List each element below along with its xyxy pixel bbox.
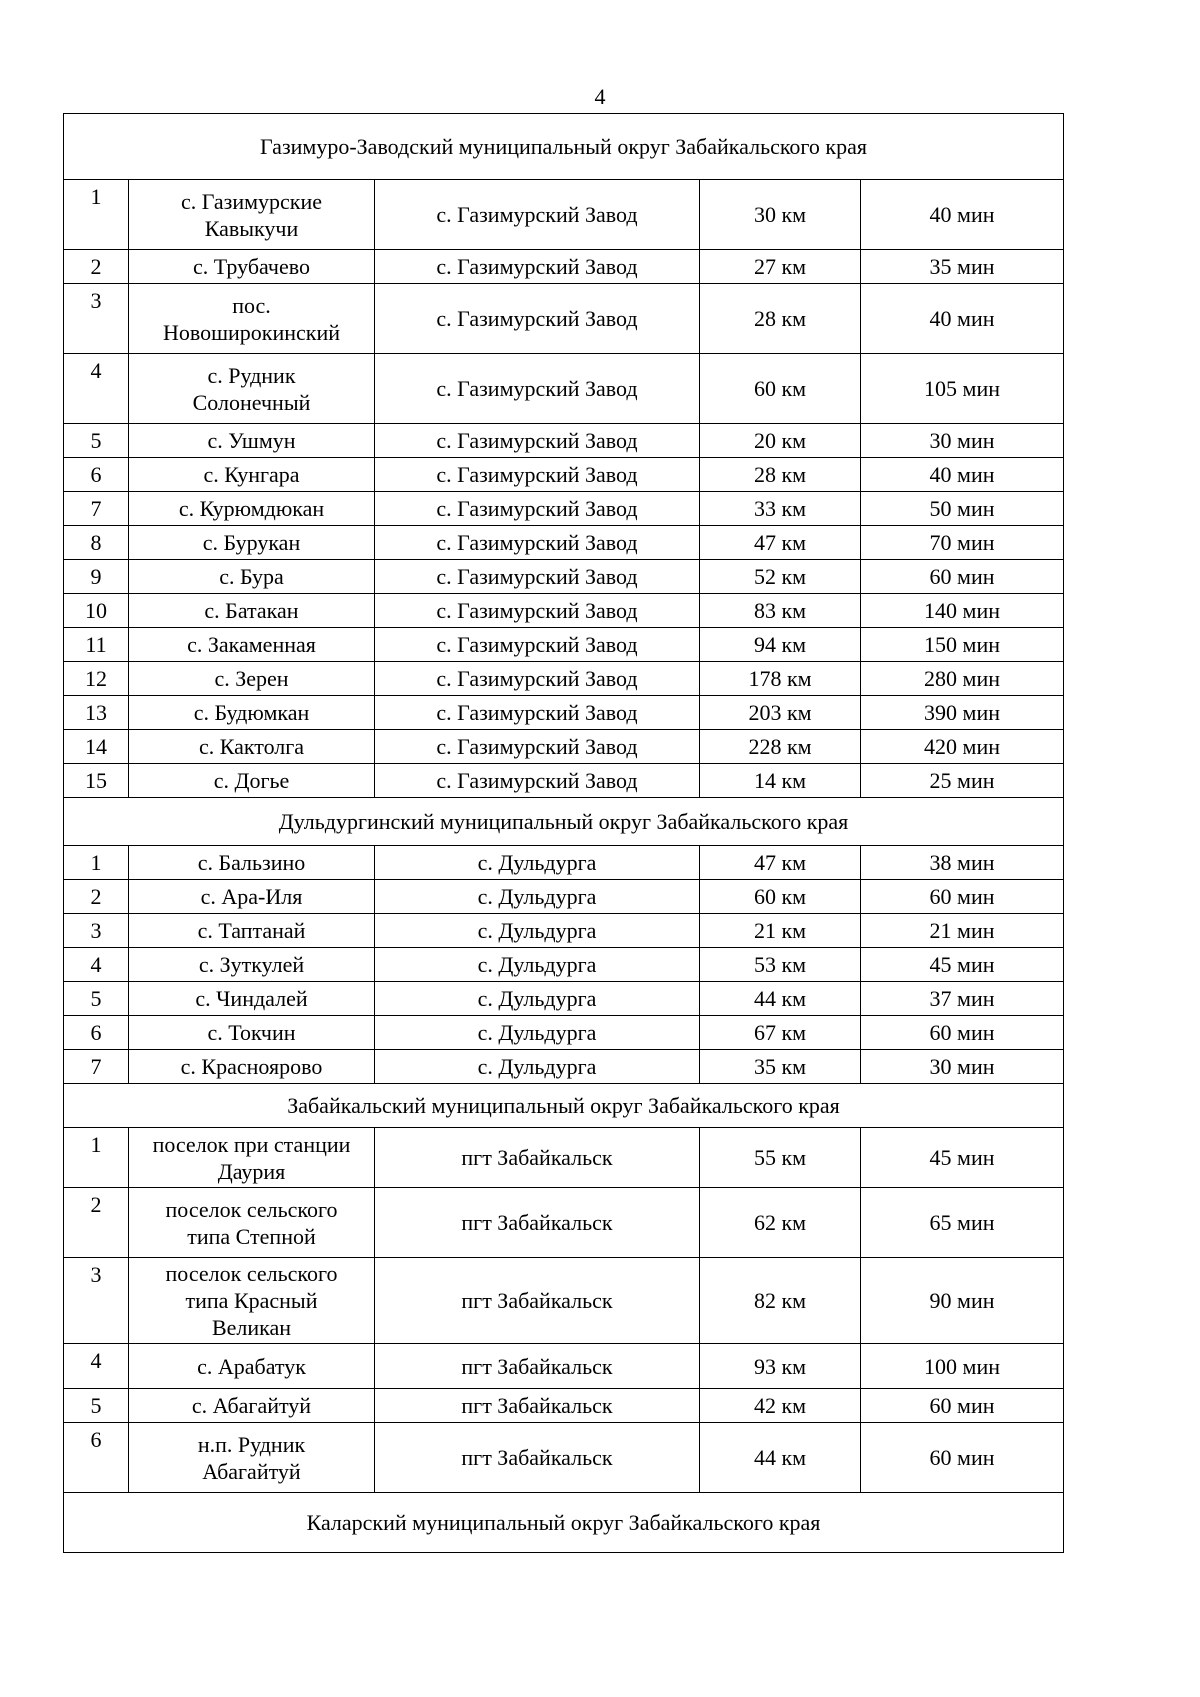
row-number: 5 xyxy=(64,982,129,1016)
travel-time-value: 140 мин xyxy=(861,594,1064,628)
table-row xyxy=(64,526,1064,560)
table-row xyxy=(64,250,1064,284)
row-number: 3 xyxy=(64,284,129,354)
travel-time-value: 105 мин xyxy=(861,354,1064,424)
row-number: 12 xyxy=(64,662,129,696)
distance-value: 20 км xyxy=(700,424,861,458)
table-row xyxy=(64,1016,1064,1050)
settlement-name: поселок сельского типа Красный Великан xyxy=(129,1258,375,1344)
row-number: 11 xyxy=(64,628,129,662)
row-number: 1 xyxy=(64,846,129,880)
row-number: 2 xyxy=(64,1188,129,1258)
row-number: 5 xyxy=(64,1389,129,1423)
table-row xyxy=(64,1128,1064,1188)
travel-time-value: 45 мин xyxy=(861,948,1064,982)
row-number: 1 xyxy=(64,180,129,250)
travel-time-value: 420 мин xyxy=(861,730,1064,764)
table-row xyxy=(64,492,1064,526)
distance-value: 60 км xyxy=(700,880,861,914)
settlement-name: с. Газимурские Кавыкучи xyxy=(129,180,375,250)
table-row xyxy=(64,662,1064,696)
destination-name: с. Дульдурга xyxy=(375,846,700,880)
distance-value: 93 км xyxy=(700,1344,861,1389)
distance-table xyxy=(63,113,1064,1553)
distance-value: 47 км xyxy=(700,846,861,880)
distance-value: 60 км xyxy=(700,354,861,424)
row-number: 6 xyxy=(64,1423,129,1493)
travel-time-value: 37 мин xyxy=(861,982,1064,1016)
row-number: 2 xyxy=(64,250,129,284)
travel-time-value: 60 мин xyxy=(861,560,1064,594)
table-row xyxy=(64,948,1064,982)
destination-name: пгт Забайкальск xyxy=(375,1258,700,1344)
row-number: 4 xyxy=(64,1344,129,1389)
destination-name: пгт Забайкальск xyxy=(375,1128,700,1188)
destination-name: с. Дульдурга xyxy=(375,948,700,982)
travel-time-value: 150 мин xyxy=(861,628,1064,662)
table-row xyxy=(64,458,1064,492)
travel-time-value: 50 мин xyxy=(861,492,1064,526)
table-row xyxy=(64,424,1064,458)
destination-name: с. Дульдурга xyxy=(375,880,700,914)
travel-time-value: 30 мин xyxy=(861,1050,1064,1084)
row-number: 2 xyxy=(64,880,129,914)
row-number: 6 xyxy=(64,1016,129,1050)
settlement-name: с. Догье xyxy=(129,764,375,798)
distance-value: 47 км xyxy=(700,526,861,560)
distance-value: 55 км xyxy=(700,1128,861,1188)
row-number: 8 xyxy=(64,526,129,560)
destination-name: с. Газимурский Завод xyxy=(375,284,700,354)
distance-value: 44 км xyxy=(700,1423,861,1493)
destination-name: с. Газимурский Завод xyxy=(375,764,700,798)
table-row xyxy=(64,982,1064,1016)
settlement-name: с. Красноярово xyxy=(129,1050,375,1084)
settlement-name: с. Бальзино xyxy=(129,846,375,880)
destination-name: пгт Забайкальск xyxy=(375,1188,700,1258)
distance-value: 35 км xyxy=(700,1050,861,1084)
page-number: 4 xyxy=(594,84,606,109)
row-number: 4 xyxy=(64,948,129,982)
settlement-name: с. Курюмдюкан xyxy=(129,492,375,526)
settlement-name: с. Таптанай xyxy=(129,914,375,948)
settlement-name: пос. Новоширокинский xyxy=(129,284,375,354)
table-row xyxy=(64,914,1064,948)
settlement-name: с. Бурукан xyxy=(129,526,375,560)
table-row xyxy=(64,594,1064,628)
travel-time-value: 25 мин xyxy=(861,764,1064,798)
travel-time-value: 65 мин xyxy=(861,1188,1064,1258)
settlement-name: с. Батакан xyxy=(129,594,375,628)
row-number: 10 xyxy=(64,594,129,628)
destination-name: с. Газимурский Завод xyxy=(375,560,700,594)
settlement-name: с. Чиндалей xyxy=(129,982,375,1016)
row-number: 9 xyxy=(64,560,129,594)
section-title: Каларский муниципальный округ Забайкальского края xyxy=(64,1493,1064,1553)
table-row xyxy=(64,180,1064,250)
distance-value: 14 км xyxy=(700,764,861,798)
destination-name: с. Газимурский Завод xyxy=(375,250,700,284)
table-row xyxy=(64,764,1064,798)
settlement-name: с. Ара-Иля xyxy=(129,880,375,914)
table-row xyxy=(64,846,1064,880)
destination-name: с. Газимурский Завод xyxy=(375,526,700,560)
row-number: 6 xyxy=(64,458,129,492)
settlement-name: с. Абагайтуй xyxy=(129,1389,375,1423)
settlement-name: поселок при станции Даурия xyxy=(129,1128,375,1188)
distance-value: 178 км xyxy=(700,662,861,696)
travel-time-value: 40 мин xyxy=(861,180,1064,250)
row-number: 7 xyxy=(64,1050,129,1084)
settlement-name: поселок сельского типа Степной xyxy=(129,1188,375,1258)
section-header-row xyxy=(64,1084,1064,1128)
table-row xyxy=(64,1188,1064,1258)
travel-time-value: 30 мин xyxy=(861,424,1064,458)
table-row xyxy=(64,1258,1064,1344)
row-number: 3 xyxy=(64,1258,129,1344)
travel-time-value: 90 мин xyxy=(861,1258,1064,1344)
travel-time-value: 21 мин xyxy=(861,914,1064,948)
settlement-name: н.п. Рудник Абагайтуй xyxy=(129,1423,375,1493)
destination-name: с. Дульдурга xyxy=(375,982,700,1016)
table-row xyxy=(64,1423,1064,1493)
distance-value: 228 км xyxy=(700,730,861,764)
section-title: Газимуро-Заводский муниципальный округ Забайкальского края xyxy=(64,114,1064,180)
destination-name: с. Газимурский Завод xyxy=(375,730,700,764)
destination-name: пгт Забайкальск xyxy=(375,1423,700,1493)
travel-time-value: 280 мин xyxy=(861,662,1064,696)
row-number: 13 xyxy=(64,696,129,730)
travel-time-value: 100 мин xyxy=(861,1344,1064,1389)
distance-value: 62 км xyxy=(700,1188,861,1258)
destination-name: с. Газимурский Завод xyxy=(375,424,700,458)
row-number: 5 xyxy=(64,424,129,458)
settlement-name: с. Трубачево xyxy=(129,250,375,284)
row-number: 4 xyxy=(64,354,129,424)
destination-name: с. Газимурский Завод xyxy=(375,458,700,492)
destination-name: с. Дульдурга xyxy=(375,1050,700,1084)
travel-time-value: 70 мин xyxy=(861,526,1064,560)
destination-name: с. Газимурский Завод xyxy=(375,180,700,250)
destination-name: с. Газимурский Завод xyxy=(375,492,700,526)
distance-value: 67 км xyxy=(700,1016,861,1050)
travel-time-value: 60 мин xyxy=(861,880,1064,914)
travel-time-value: 60 мин xyxy=(861,1389,1064,1423)
table-row xyxy=(64,560,1064,594)
distance-value: 33 км xyxy=(700,492,861,526)
travel-time-value: 38 мин xyxy=(861,846,1064,880)
row-number: 7 xyxy=(64,492,129,526)
distance-value: 30 км xyxy=(700,180,861,250)
travel-time-value: 40 мин xyxy=(861,458,1064,492)
row-number: 3 xyxy=(64,914,129,948)
row-number: 14 xyxy=(64,730,129,764)
travel-time-value: 60 мин xyxy=(861,1016,1064,1050)
settlement-name: с. Рудник Солонечный xyxy=(129,354,375,424)
settlement-name: с. Будюмкан xyxy=(129,696,375,730)
table-row xyxy=(64,1344,1064,1389)
travel-time-value: 390 мин xyxy=(861,696,1064,730)
table-row xyxy=(64,628,1064,662)
settlement-name: с. Арабатук xyxy=(129,1344,375,1389)
section-header-row xyxy=(64,798,1064,846)
table-row xyxy=(64,1389,1064,1423)
table-row xyxy=(64,1050,1064,1084)
distance-value: 53 км xyxy=(700,948,861,982)
row-number: 1 xyxy=(64,1128,129,1188)
destination-name: с. Газимурский Завод xyxy=(375,662,700,696)
settlement-name: с. Кунгара xyxy=(129,458,375,492)
travel-time-value: 60 мин xyxy=(861,1423,1064,1493)
destination-name: пгт Забайкальск xyxy=(375,1344,700,1389)
settlement-name: с. Зерен xyxy=(129,662,375,696)
distance-value: 94 км xyxy=(700,628,861,662)
table-row xyxy=(64,354,1064,424)
destination-name: с. Газимурский Завод xyxy=(375,354,700,424)
destination-name: пгт Забайкальск xyxy=(375,1389,700,1423)
table-row xyxy=(64,880,1064,914)
travel-time-value: 35 мин xyxy=(861,250,1064,284)
table-row xyxy=(64,284,1064,354)
destination-name: с. Газимурский Завод xyxy=(375,628,700,662)
row-number: 15 xyxy=(64,764,129,798)
section-header-row xyxy=(64,1493,1064,1553)
distance-value: 42 км xyxy=(700,1389,861,1423)
destination-name: с. Газимурский Завод xyxy=(375,696,700,730)
distance-value: 44 км xyxy=(700,982,861,1016)
table-row xyxy=(64,696,1064,730)
settlement-name: с. Ушмун xyxy=(129,424,375,458)
destination-name: с. Дульдурга xyxy=(375,914,700,948)
distance-value: 83 км xyxy=(700,594,861,628)
distance-value: 28 км xyxy=(700,284,861,354)
distance-value: 28 км xyxy=(700,458,861,492)
settlement-name: с. Кактолга xyxy=(129,730,375,764)
settlement-name: с. Закаменная xyxy=(129,628,375,662)
section-header-row xyxy=(64,114,1064,180)
distance-value: 21 км xyxy=(700,914,861,948)
settlement-name: с. Токчин xyxy=(129,1016,375,1050)
distance-value: 27 км xyxy=(700,250,861,284)
travel-time-value: 45 мин xyxy=(861,1128,1064,1188)
section-title: Забайкальский муниципальный округ Забайкальского края xyxy=(64,1084,1064,1128)
table-row xyxy=(64,730,1064,764)
settlement-name: с. Зуткулей xyxy=(129,948,375,982)
destination-name: с. Газимурский Завод xyxy=(375,594,700,628)
travel-time-value: 40 мин xyxy=(861,284,1064,354)
distance-value: 82 км xyxy=(700,1258,861,1344)
section-title: Дульдургинский муниципальный округ Забайкальского края xyxy=(64,798,1064,846)
distance-value: 52 км xyxy=(700,560,861,594)
destination-name: с. Дульдурга xyxy=(375,1016,700,1050)
distance-value: 203 км xyxy=(700,696,861,730)
settlement-name: с. Бура xyxy=(129,560,375,594)
